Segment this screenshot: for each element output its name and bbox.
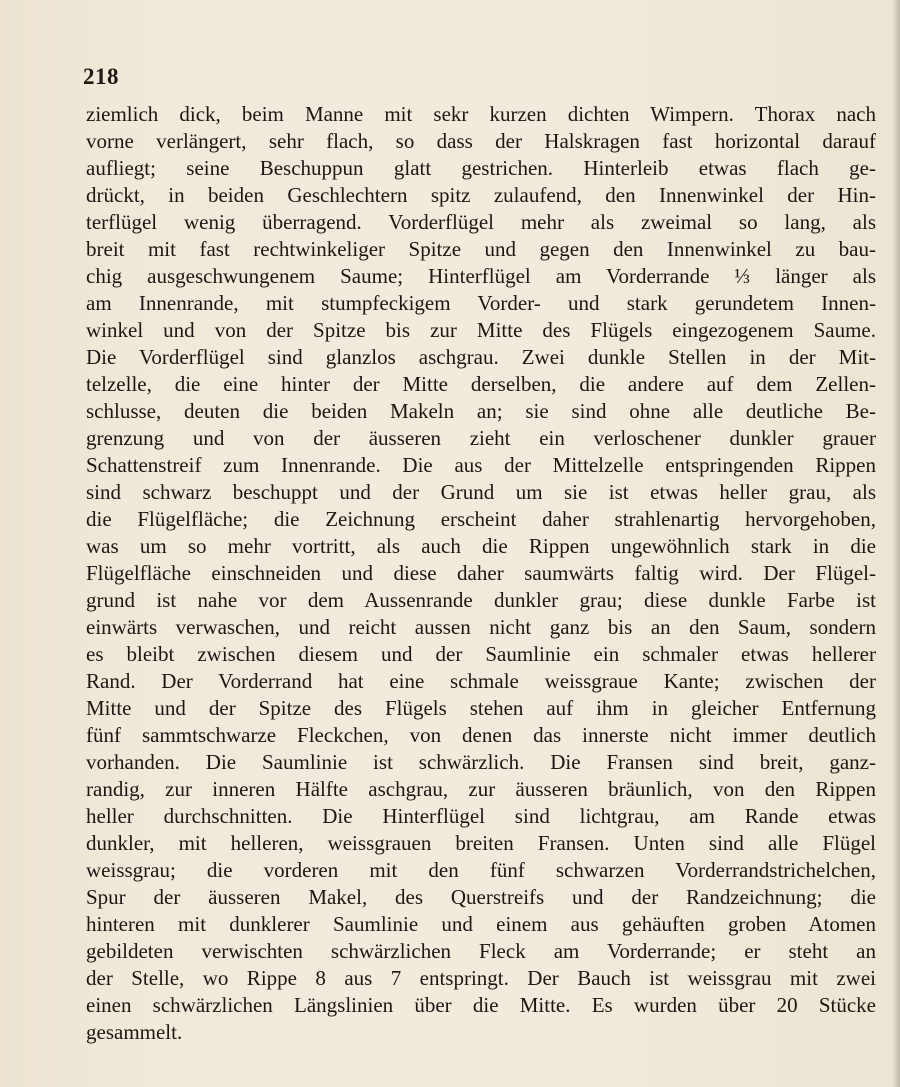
text-line: schlusse, deuten die beiden Makeln an; sie sind ohne alle deutliche Be- [86, 399, 876, 423]
text-line: was um so mehr vortritt, als auch die Rippen ungewöhnlich stark in die [86, 534, 876, 558]
text-line: ziemlich dick, beim Manne mit sekr kurzen dichten Wimpern. Thorax nach [86, 102, 876, 126]
text-line: breit mit fast rechtwinkeliger Spitze und gegen den Innenwinkel zu bau- [86, 237, 876, 261]
text-line: grenzung und von der äusseren zieht ein verloschener dunkler grauer [86, 426, 876, 450]
page-number: 218 [83, 64, 119, 89]
text-line: heller durchschnitten. Die Hinterflügel sind lichtgrau, am Rande etwas [86, 804, 876, 828]
text-line: der Stelle, wo Rippe 8 aus 7 entspringt. Der Bauch ist weissgrau mit zwei [86, 966, 876, 990]
text-line: dunkler, mit helleren, weissgrauen breiten Fransen. Unten sind alle Flügel [86, 831, 876, 855]
text-line: gesammelt. [86, 1020, 183, 1044]
text-line: es bleibt zwischen diesem und der Saumlinie ein schmaler etwas hellerer [86, 642, 876, 666]
text-line: drückt, in beiden Geschlechtern spitz zulaufend, den Innenwinkel der Hin- [86, 183, 876, 207]
body-text [86, 101, 876, 1046]
page-edge-shadow [892, 0, 900, 1087]
text-line: Flügelfläche einschneiden und diese daher saumwärts faltig wird. Der Flügel- [86, 561, 876, 585]
text-line: Rand. Der Vorderrand hat eine schmale weissgraue Kante; zwischen der [86, 669, 876, 693]
text-line: fünf sammtschwarze Fleckchen, von denen das innerste nicht immer deutlich [86, 723, 876, 747]
text-line: Spur der äusseren Makel, des Querstreifs und der Randzeichnung; die [86, 885, 876, 909]
text-line: randig, zur inneren Hälfte aschgrau, zur äusseren bräunlich, von den Rippen [86, 777, 876, 801]
text-line: vorne verlängert, sehr flach, so dass der Halskragen fast horizontal darauf [86, 129, 876, 153]
text-line: telzelle, die eine hinter der Mitte derselben, die andere auf dem Zellen- [86, 372, 876, 396]
text-line: chig ausgeschwungenem Saume; Hinterflügel am Vorderrande ⅓ länger als [86, 264, 876, 288]
text-line: Die Vorderflügel sind glanzlos aschgrau. Zwei dunkle Stellen in der Mit- [86, 345, 876, 369]
text-line: einen schwärzlichen Längslinien über die Mitte. Es wurden über 20 Stücke [86, 993, 876, 1017]
text-line: sind schwarz beschuppt und der Grund um sie ist etwas heller grau, als [86, 480, 876, 504]
text-line: terflügel wenig überragend. Vorderflügel mehr als zweimal so lang, als [86, 210, 876, 234]
text-line: winkel und von der Spitze bis zur Mitte des Flügels eingezogenem Saume. [86, 318, 876, 342]
text-line: gebildeten verwischten schwärzlichen Fleck am Vorderrande; er steht an [86, 939, 876, 963]
text-line: einwärts verwaschen, und reicht aussen nicht ganz bis an den Saum, sondern [86, 615, 876, 639]
text-line: vorhanden. Die Saumlinie ist schwärzlich. Die Fransen sind breit, ganz- [86, 750, 876, 774]
text-line: Mitte und der Spitze des Flügels stehen auf ihm in gleicher Entfernung [86, 696, 876, 720]
text-line: grund ist nahe vor dem Aussenrande dunkler grau; diese dunkle Farbe ist [86, 588, 876, 612]
text-line: Schattenstreif zum Innenrande. Die aus der Mittelzelle entspringenden Rippen [86, 453, 876, 477]
text-line: aufliegt; seine Beschuppun glatt gestrichen. Hinterleib etwas flach ge- [86, 156, 876, 180]
text-line: die Flügelfläche; die Zeichnung erscheint daher strahlenartig hervorgehoben, [86, 507, 876, 531]
text-line: am Innenrande, mit stumpfeckigem Vorder- und stark gerundetem Innen- [86, 291, 876, 315]
text-line: weissgrau; die vorderen mit den fünf schwarzen Vorderrandstrichelchen, [86, 858, 876, 882]
text-line: hinteren mit dunklerer Saumlinie und einem aus gehäuften groben Atomen [86, 912, 876, 936]
